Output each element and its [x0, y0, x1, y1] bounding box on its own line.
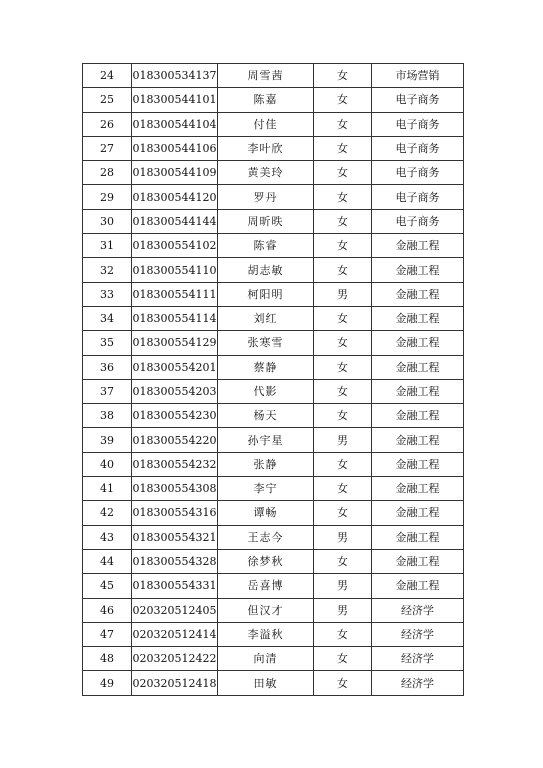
- gender-cell: 男: [314, 574, 372, 598]
- gender-cell: 女: [314, 88, 372, 112]
- row-number-cell: 44: [83, 549, 132, 573]
- gender-cell: 男: [314, 428, 372, 452]
- student-id-cell: 018300554321: [132, 525, 218, 549]
- major-cell: 电子商务: [372, 112, 464, 136]
- student-name-cell: 黄美玲: [218, 161, 314, 185]
- student-name-cell: 李叶欣: [218, 136, 314, 160]
- student-id-cell: 018300554203: [132, 379, 218, 403]
- student-name-cell: 陈睿: [218, 234, 314, 258]
- major-cell: 电子商务: [372, 161, 464, 185]
- gender-cell: 女: [314, 112, 372, 136]
- table-row: [83, 622, 464, 646]
- gender-cell: 男: [314, 525, 372, 549]
- major-cell: 金融工程: [372, 258, 464, 282]
- student-id-cell: 018300544144: [132, 209, 218, 233]
- student-id-cell: 020320512422: [132, 647, 218, 671]
- table-row: [83, 258, 464, 282]
- table-row: [83, 161, 464, 185]
- table-row: [83, 525, 464, 549]
- major-cell: 金融工程: [372, 428, 464, 452]
- gender-cell: 女: [314, 136, 372, 160]
- gender-cell: 女: [314, 331, 372, 355]
- row-number-cell: 27: [83, 136, 132, 160]
- gender-cell: 女: [314, 452, 372, 476]
- gender-cell: 女: [314, 64, 372, 88]
- student-id-cell: 018300534137: [132, 64, 218, 88]
- student-id-cell: 018300544106: [132, 136, 218, 160]
- table-row: [83, 306, 464, 330]
- student-id-cell: 020320512414: [132, 622, 218, 646]
- table-row: [83, 452, 464, 476]
- student-name-cell: 谭畅: [218, 501, 314, 525]
- gender-cell: 女: [314, 161, 372, 185]
- student-name-cell: 孙宇星: [218, 428, 314, 452]
- row-number-cell: 46: [83, 598, 132, 622]
- table-row: [83, 404, 464, 428]
- student-id-cell: 018300554201: [132, 355, 218, 379]
- student-name-cell: 付佳: [218, 112, 314, 136]
- student-id-cell: 018300554111: [132, 282, 218, 306]
- row-number-cell: 28: [83, 161, 132, 185]
- row-number-cell: 40: [83, 452, 132, 476]
- table-row: [83, 136, 464, 160]
- student-name-cell: 陈嘉: [218, 88, 314, 112]
- gender-cell: 女: [314, 622, 372, 646]
- major-cell: 金融工程: [372, 549, 464, 573]
- row-number-cell: 48: [83, 647, 132, 671]
- student-name-cell: 张静: [218, 452, 314, 476]
- major-cell: 经济学: [372, 622, 464, 646]
- student-id-cell: 018300554102: [132, 234, 218, 258]
- table-row: [83, 477, 464, 501]
- student-id-cell: 018300554331: [132, 574, 218, 598]
- row-number-cell: 29: [83, 185, 132, 209]
- row-number-cell: 33: [83, 282, 132, 306]
- row-number-cell: 25: [83, 88, 132, 112]
- major-cell: 金融工程: [372, 501, 464, 525]
- gender-cell: 女: [314, 306, 372, 330]
- row-number-cell: 32: [83, 258, 132, 282]
- table-row: [83, 549, 464, 573]
- table-row: [83, 574, 464, 598]
- student-id-cell: 018300554110: [132, 258, 218, 282]
- table-row: [83, 88, 464, 112]
- student-name-cell: 王志今: [218, 525, 314, 549]
- table-row: [83, 647, 464, 671]
- gender-cell: 女: [314, 647, 372, 671]
- major-cell: 经济学: [372, 598, 464, 622]
- table-row: [83, 428, 464, 452]
- student-name-cell: 柯阳明: [218, 282, 314, 306]
- student-roster-table: [82, 63, 464, 696]
- table-row: [83, 209, 464, 233]
- student-id-cell: 018300554114: [132, 306, 218, 330]
- major-cell: 金融工程: [372, 306, 464, 330]
- major-cell: 金融工程: [372, 477, 464, 501]
- row-number-cell: 37: [83, 379, 132, 403]
- student-id-cell: 018300554220: [132, 428, 218, 452]
- row-number-cell: 42: [83, 501, 132, 525]
- major-cell: 经济学: [372, 647, 464, 671]
- gender-cell: 女: [314, 501, 372, 525]
- student-name-cell: 刘红: [218, 306, 314, 330]
- gender-cell: 男: [314, 282, 372, 306]
- major-cell: 金融工程: [372, 452, 464, 476]
- student-id-cell: 020320512405: [132, 598, 218, 622]
- student-name-cell: 李宁: [218, 477, 314, 501]
- student-name-cell: 蔡静: [218, 355, 314, 379]
- student-name-cell: 罗丹: [218, 185, 314, 209]
- row-number-cell: 41: [83, 477, 132, 501]
- row-number-cell: 36: [83, 355, 132, 379]
- student-name-cell: 徐梦秋: [218, 549, 314, 573]
- table-row: [83, 282, 464, 306]
- gender-cell: 女: [314, 209, 372, 233]
- major-cell: 电子商务: [372, 136, 464, 160]
- gender-cell: 女: [314, 549, 372, 573]
- table-row: [83, 185, 464, 209]
- major-cell: 经济学: [372, 671, 464, 695]
- student-id-cell: 018300544101: [132, 88, 218, 112]
- row-number-cell: 39: [83, 428, 132, 452]
- table-row: [83, 598, 464, 622]
- student-id-cell: 018300544120: [132, 185, 218, 209]
- student-name-cell: 胡志敏: [218, 258, 314, 282]
- student-id-cell: 018300554328: [132, 549, 218, 573]
- roster-body: [83, 64, 464, 696]
- student-id-cell: 018300554232: [132, 452, 218, 476]
- gender-cell: 男: [314, 598, 372, 622]
- student-name-cell: 周雪茜: [218, 64, 314, 88]
- row-number-cell: 43: [83, 525, 132, 549]
- gender-cell: 女: [314, 671, 372, 695]
- major-cell: 电子商务: [372, 185, 464, 209]
- gender-cell: 女: [314, 379, 372, 403]
- student-id-cell: 018300544104: [132, 112, 218, 136]
- row-number-cell: 35: [83, 331, 132, 355]
- major-cell: 电子商务: [372, 88, 464, 112]
- student-name-cell: 岳喜博: [218, 574, 314, 598]
- table-row: [83, 234, 464, 258]
- major-cell: 金融工程: [372, 574, 464, 598]
- row-number-cell: 24: [83, 64, 132, 88]
- major-cell: 金融工程: [372, 234, 464, 258]
- major-cell: 市场营销: [372, 64, 464, 88]
- gender-cell: 女: [314, 234, 372, 258]
- student-id-cell: 018300554316: [132, 501, 218, 525]
- table-row: [83, 379, 464, 403]
- table-row: [83, 355, 464, 379]
- table-row: [83, 64, 464, 88]
- student-name-cell: 杨天: [218, 404, 314, 428]
- major-cell: 金融工程: [372, 525, 464, 549]
- major-cell: 金融工程: [372, 404, 464, 428]
- gender-cell: 女: [314, 258, 372, 282]
- table-row: [83, 501, 464, 525]
- student-name-cell: 代影: [218, 379, 314, 403]
- gender-cell: 女: [314, 185, 372, 209]
- row-number-cell: 38: [83, 404, 132, 428]
- table-row: [83, 671, 464, 695]
- row-number-cell: 26: [83, 112, 132, 136]
- student-name-cell: 张寒雪: [218, 331, 314, 355]
- row-number-cell: 30: [83, 209, 132, 233]
- student-name-cell: 但汉才: [218, 598, 314, 622]
- gender-cell: 女: [314, 404, 372, 428]
- row-number-cell: 49: [83, 671, 132, 695]
- major-cell: 金融工程: [372, 379, 464, 403]
- row-number-cell: 47: [83, 622, 132, 646]
- student-id-cell: 018300554129: [132, 331, 218, 355]
- major-cell: 金融工程: [372, 355, 464, 379]
- student-name-cell: 李溢秋: [218, 622, 314, 646]
- student-id-cell: 018300544109: [132, 161, 218, 185]
- gender-cell: 女: [314, 355, 372, 379]
- table-row: [83, 331, 464, 355]
- student-id-cell: 018300554308: [132, 477, 218, 501]
- table-row: [83, 112, 464, 136]
- student-name-cell: 周昕昳: [218, 209, 314, 233]
- major-cell: 金融工程: [372, 331, 464, 355]
- student-id-cell: 020320512418: [132, 671, 218, 695]
- gender-cell: 女: [314, 477, 372, 501]
- row-number-cell: 34: [83, 306, 132, 330]
- row-number-cell: 31: [83, 234, 132, 258]
- major-cell: 金融工程: [372, 282, 464, 306]
- student-id-cell: 018300554230: [132, 404, 218, 428]
- student-name-cell: 田敏: [218, 671, 314, 695]
- student-name-cell: 向清: [218, 647, 314, 671]
- row-number-cell: 45: [83, 574, 132, 598]
- major-cell: 电子商务: [372, 209, 464, 233]
